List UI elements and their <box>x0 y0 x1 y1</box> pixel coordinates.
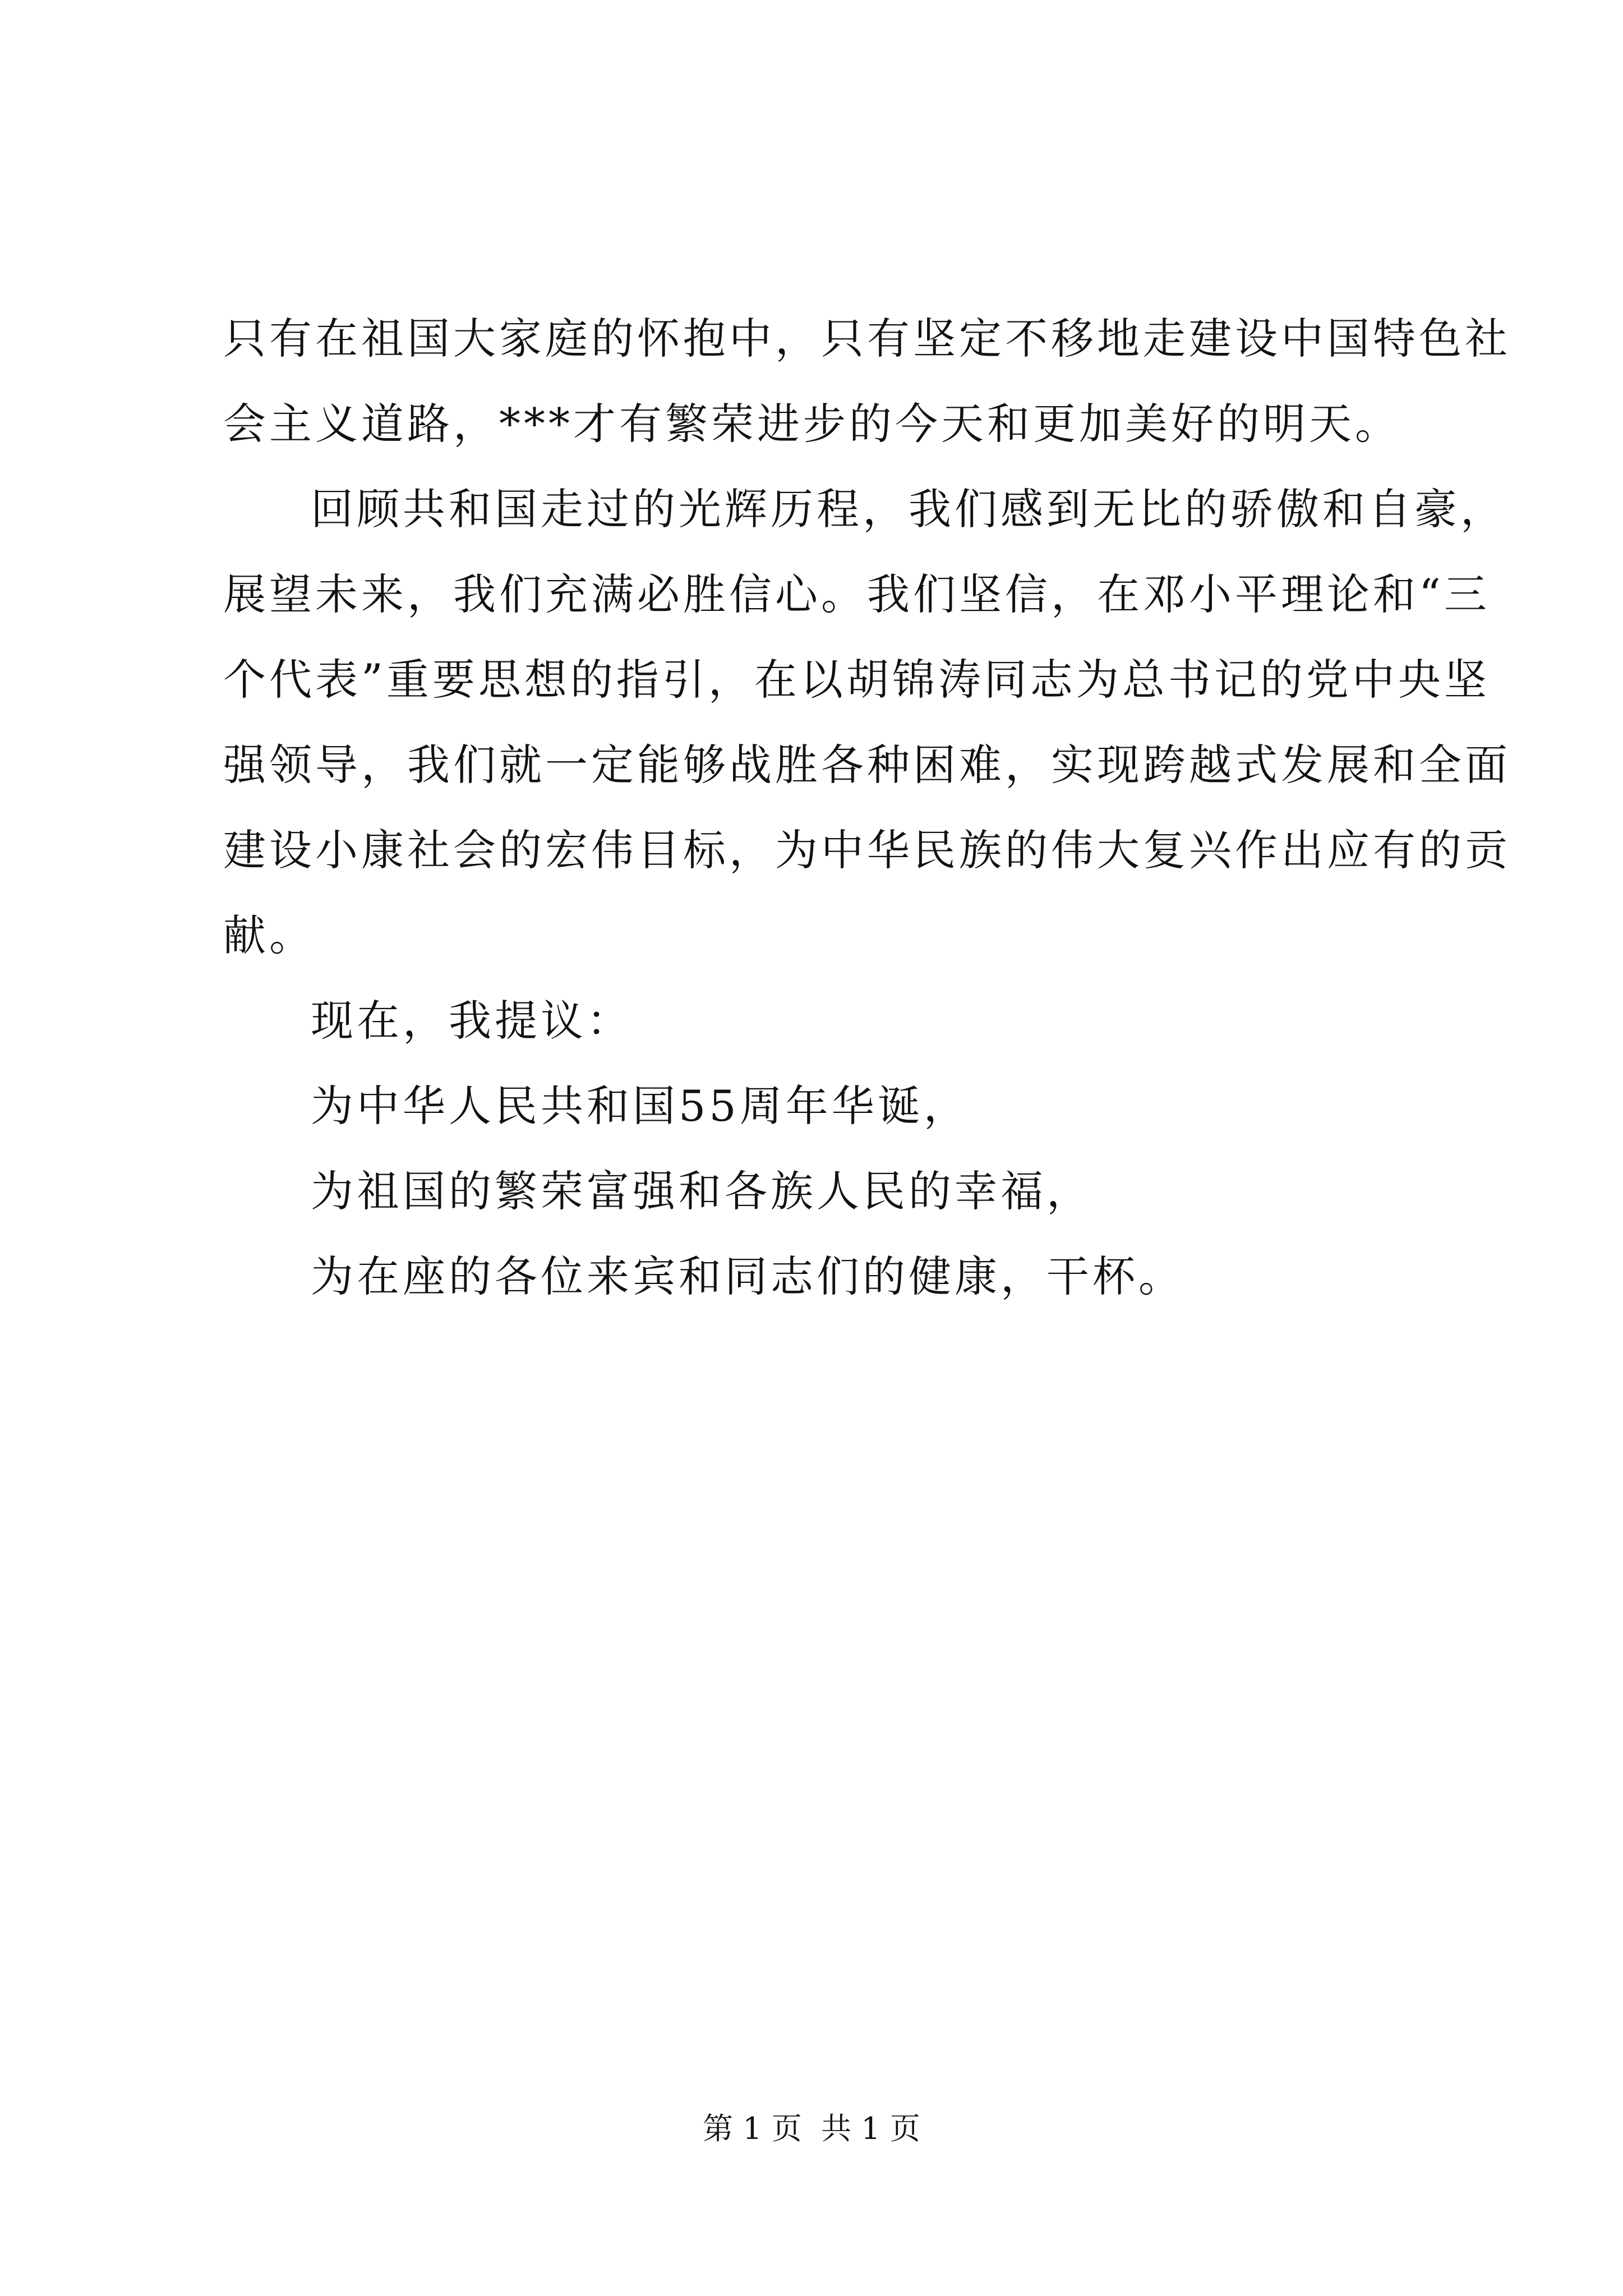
paragraph-2 <box>223 467 1511 978</box>
paragraph-line: 只有在祖国大家庭的怀抱中，只有坚定不移地走建设中国特色社 <box>223 314 1511 364</box>
paragraph-4 <box>223 1064 1423 1149</box>
paragraph-6 <box>223 1234 1423 1319</box>
page-footer <box>0 2109 1623 2148</box>
paragraph-line: 为在座的各位来宾和同志们的健康，干杯。 <box>311 1251 1184 1301</box>
paragraph-line: 献。 <box>223 910 315 960</box>
paragraph-line: 现在，我提议： <box>311 996 633 1046</box>
paragraph-line: 回顾共和国走过的光辉历程，我们感到无比的骄傲和自豪， <box>311 484 1506 534</box>
paragraph-1 <box>223 296 1511 467</box>
paragraph-line: 展望未来，我们充满必胜信心。我们坚信，在邓小平理论和“三 <box>223 569 1490 619</box>
paragraph-line: 个代表”重要思想的指引，在以胡锦涛同志为总书记的党中央坚 <box>223 655 1490 705</box>
page-number-label: 第 1 页 共 1 页 <box>703 2111 920 2146</box>
paragraph-5 <box>223 1149 1423 1234</box>
paragraph-line: 会主义道路，***才有繁荣进步的今天和更加美好的明天。 <box>223 399 1401 449</box>
paragraph-line: 建设小康社会的宏伟目标，为中华民族的伟大复兴作出应有的贡 <box>223 825 1511 875</box>
paragraph-3 <box>223 978 1423 1064</box>
paragraph-line: 为中华人民共和国55周年华诞， <box>311 1081 970 1131</box>
paragraph-line: 为祖国的繁荣富强和各族人民的幸福， <box>311 1166 1092 1216</box>
document-body <box>223 296 1511 1319</box>
paragraph-line: 强领导，我们就一定能够战胜各种困难，实现跨越式发展和全面 <box>223 740 1511 790</box>
